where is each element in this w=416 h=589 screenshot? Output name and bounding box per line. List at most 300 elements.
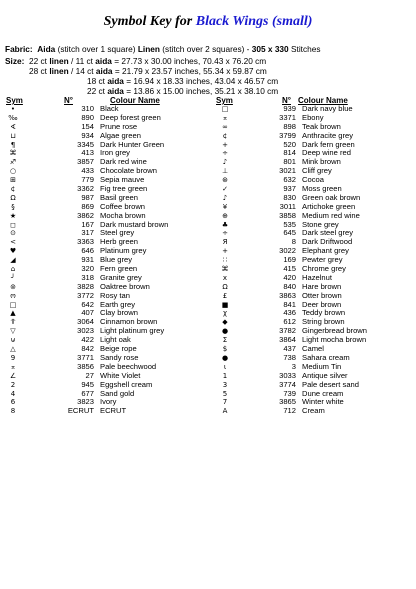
symbol-glyph: 7: [222, 398, 228, 407]
dmc-number: 3371: [279, 112, 296, 122]
dmc-number: 779: [81, 175, 94, 185]
symbol-glyph: ╯: [10, 273, 16, 282]
colour-row: [212, 398, 402, 407]
size-dims: = 27.73 x 30.00 inches, 70.43 x 76.20 cm: [114, 56, 267, 66]
size-label: Size:: [5, 56, 25, 66]
colour-row: [0, 132, 200, 141]
colour-name: Iron grey: [100, 149, 130, 158]
colour-row: [0, 398, 200, 407]
dmc-number: 632: [283, 175, 296, 185]
symbol-glyph: ♣: [221, 220, 229, 229]
symbol-glyph: □: [221, 105, 229, 113]
dmc-number: 318: [81, 272, 94, 282]
colour-row: [0, 256, 200, 265]
colour-row: [0, 149, 200, 158]
dmc-number: 801: [283, 157, 296, 167]
fabric-label: Fabric:: [5, 44, 33, 54]
colour-name: White Violet: [100, 371, 141, 380]
colour-name: Black: [100, 105, 119, 113]
dmc-number: 169: [283, 255, 296, 265]
symbol-glyph: ⊎: [10, 336, 16, 345]
dmc-number: 413: [81, 148, 94, 158]
colour-name: Medium Tin: [302, 362, 342, 371]
dmc-number: 3: [291, 361, 296, 371]
symbol-glyph: ∠: [9, 371, 17, 380]
colour-name: Pale desert sand: [302, 380, 359, 389]
size-fabric-aida: aida: [107, 86, 124, 96]
colour-name: Teddy brown: [302, 309, 346, 318]
dmc-number: 3862: [77, 210, 94, 220]
colour-row: [0, 283, 200, 292]
colour-row: [0, 354, 200, 363]
colour-name: Moss green: [302, 185, 342, 194]
symbol-glyph: Ω: [222, 282, 228, 291]
size-mid: / 14 ct: [71, 66, 94, 76]
colour-name: Fern green: [100, 265, 138, 274]
symbol-glyph: ¢: [10, 185, 16, 194]
dmc-number: 3863: [279, 290, 296, 300]
fabric-aida: Aida: [37, 44, 56, 54]
symbol-glyph: ♪: [222, 158, 228, 167]
colour-row: [212, 372, 402, 381]
colour-row: [212, 283, 402, 292]
size-pre: 28 ct: [29, 66, 47, 76]
dmc-number: 677: [81, 388, 94, 398]
symbol-glyph: ¶: [10, 140, 16, 149]
symbol-glyph: ♥: [9, 247, 17, 256]
size-dims: = 16.94 x 18.33 inches, 43.04 x 46.57 cm: [126, 76, 279, 86]
dmc-number: 320: [81, 264, 94, 274]
colour-name: Anthracite grey: [302, 131, 354, 140]
colour-name: Platinum grey: [100, 247, 147, 256]
dmc-number: 3857: [77, 157, 94, 167]
colour-row: [212, 194, 402, 203]
colour-name: Chocolate brown: [100, 167, 157, 176]
dmc-number: 407: [81, 308, 94, 318]
colour-row: [0, 158, 200, 167]
dmc-number: 8: [291, 237, 296, 247]
symbol-glyph: 8: [10, 407, 16, 416]
colour-name: Granite grey: [100, 273, 142, 282]
colour-row: [212, 229, 402, 238]
dmc-number: 642: [81, 299, 94, 309]
colour-row: [212, 123, 402, 132]
colour-name: Pale beechwood: [100, 362, 157, 371]
colour-row: [212, 167, 402, 176]
colour-row: [0, 381, 200, 390]
symbol-glyph: A: [222, 407, 228, 416]
dmc-number: 712: [283, 406, 296, 416]
symbol-glyph: ▽: [10, 327, 16, 336]
colour-name: Herb green: [100, 238, 138, 247]
colour-name: Algae green: [100, 131, 141, 140]
colour-name: Green oak brown: [302, 193, 361, 202]
colour-row: [0, 390, 200, 399]
colour-row: [212, 318, 402, 327]
colour-row: [212, 221, 402, 230]
symbol-glyph: ★: [9, 211, 17, 220]
symbol-glyph: Я: [222, 238, 228, 247]
colour-row: [212, 381, 402, 390]
symbol-glyph: ■: [221, 300, 229, 309]
colour-row: [0, 345, 200, 354]
dmc-number: 937: [283, 184, 296, 194]
colour-name: Steel grey: [100, 229, 135, 238]
page-title: [0, 14, 416, 30]
symbol-glyph: <: [10, 238, 16, 247]
dmc-number: 437: [283, 344, 296, 354]
dmc-number: 415: [283, 264, 296, 274]
symbol-glyph: 3: [222, 380, 228, 389]
colour-row: [212, 301, 402, 310]
colour-name: Sandy rose: [100, 353, 139, 362]
colour-row: [212, 265, 402, 274]
colour-row: [212, 345, 402, 354]
colour-name: Dark navy blue: [302, 105, 353, 113]
colour-name: Prune rose: [100, 122, 138, 131]
colour-row: [212, 256, 402, 265]
colour-row: [0, 221, 200, 230]
dmc-number: 3774: [279, 379, 296, 389]
dmc-number: 738: [283, 352, 296, 362]
dmc-number: 841: [283, 299, 296, 309]
colour-row: [212, 327, 402, 336]
colour-row: [0, 363, 200, 372]
dmc-number: 3021: [279, 166, 296, 176]
colour-name: Cocoa: [302, 176, 324, 185]
colour-name: Gingerbread brown: [302, 327, 368, 336]
colour-name: Light platinum grey: [100, 327, 165, 336]
symbol-glyph: ♐: [9, 158, 17, 167]
design-name: Black Wings (small): [195, 14, 313, 29]
colour-name: Dark Hunter Green: [100, 140, 165, 149]
symbol-glyph: 5: [222, 389, 228, 398]
dmc-number: 433: [81, 166, 94, 176]
colour-name: Dark red wine: [100, 158, 147, 167]
colour-name: Coffee brown: [100, 202, 146, 211]
colour-row: [212, 141, 402, 150]
dmc-number: 520: [283, 139, 296, 149]
symbol-glyph: ÷: [222, 229, 228, 238]
symbol-glyph: +: [222, 140, 228, 149]
colour-row: [0, 194, 200, 203]
colour-name: Antique silver: [302, 371, 348, 380]
colour-name: Sahara cream: [302, 353, 350, 362]
colour-row: [0, 238, 200, 247]
colour-name: Medium red wine: [302, 211, 360, 220]
size-line-2: [29, 66, 267, 76]
symbol-glyph: ⊔: [10, 131, 16, 140]
colour-name: Clay brown: [100, 309, 138, 318]
colour-row: [212, 149, 402, 158]
title-prefix: Symbol Key for: [103, 14, 196, 29]
dmc-number: 3823: [77, 397, 94, 407]
dmc-number: 3865: [279, 397, 296, 407]
colour-row: [0, 336, 200, 345]
colour-row: [0, 265, 200, 274]
size-dims: = 13.86 x 15.00 inches, 35.21 x 38.10 cm: [126, 86, 279, 96]
symbol-glyph: +: [222, 247, 228, 256]
dmc-number: 3828: [77, 281, 94, 291]
colour-row: [212, 158, 402, 167]
colour-name: Camel: [302, 345, 324, 354]
colour-name: Earth grey: [100, 300, 136, 309]
dmc-number: 167: [81, 219, 94, 229]
right-colour-list: [212, 105, 402, 416]
symbol-glyph: ⊛: [222, 176, 228, 185]
size-line-3: [87, 76, 278, 86]
symbol-glyph: ⌅: [222, 113, 228, 122]
fabric-aida-note: (stitch over 1 square): [57, 44, 136, 54]
dmc-number: 3864: [279, 335, 296, 345]
colour-name: Rosy tan: [100, 291, 130, 300]
dmc-number: ECRUT: [67, 406, 94, 416]
colour-name: Deep wine red: [302, 149, 351, 158]
dmc-number: 422: [81, 335, 94, 345]
size-fabric-linen: linen: [49, 66, 69, 76]
header-num-left: N°: [64, 96, 73, 105]
symbol-glyph: ÷: [222, 149, 228, 158]
symbol-glyph: ⌂: [10, 265, 16, 274]
dmc-number: 645: [283, 228, 296, 238]
symbol-glyph: ●: [221, 327, 229, 336]
size-mid: 18 ct: [87, 76, 105, 86]
colour-name: Dark Driftwood: [302, 238, 353, 247]
symbol-glyph: ⌘: [221, 265, 229, 274]
colour-row: [0, 105, 200, 114]
colour-row: [0, 212, 200, 221]
colour-name: Deep forest green: [100, 113, 161, 122]
colour-name: Mink brown: [302, 158, 341, 167]
colour-name: Dark steel grey: [302, 229, 354, 238]
dmc-number: 842: [81, 344, 94, 354]
colour-row: [0, 229, 200, 238]
symbol-glyph: ○: [9, 167, 17, 176]
symbol-glyph: ∞: [222, 122, 228, 131]
dmc-number: 987: [81, 192, 94, 202]
symbol-glyph: ¢: [222, 131, 228, 140]
colour-row: [212, 212, 402, 221]
symbol-glyph: $: [222, 345, 228, 354]
dmc-number: 317: [81, 228, 94, 238]
symbol-glyph: ⊙: [10, 229, 16, 238]
symbol-glyph: ⊥: [221, 167, 229, 176]
symbol-glyph: ო: [10, 291, 16, 300]
dmc-number: 814: [283, 148, 296, 158]
colour-name: Otter brown: [302, 291, 342, 300]
colour-row: [0, 318, 200, 327]
colour-row: [212, 238, 402, 247]
symbol-glyph: ✓: [222, 185, 228, 194]
colour-row: [212, 363, 402, 372]
colour-row: [0, 407, 200, 416]
size-mid: 22 ct: [87, 86, 105, 96]
colour-row: [212, 247, 402, 256]
dmc-number: 612: [283, 317, 296, 327]
colour-name: Sepia mauve: [100, 176, 145, 185]
colour-row: [212, 176, 402, 185]
colour-row: [212, 407, 402, 416]
dmc-number: 3799: [279, 130, 296, 140]
colour-name: Pewter grey: [302, 256, 343, 265]
colour-name: Cliff grey: [302, 167, 332, 176]
colour-name: Teak brown: [302, 122, 341, 131]
colour-row: [0, 292, 200, 301]
colour-name: Ebony: [302, 113, 324, 122]
dmc-number: 3858: [279, 210, 296, 220]
dmc-number: 3856: [77, 361, 94, 371]
symbol-glyph: Ω: [10, 193, 16, 202]
size-fabric-aida: aida: [95, 56, 112, 66]
colour-name: Ivory: [100, 398, 117, 407]
colour-name: Hazelnut: [302, 273, 332, 282]
header-colour-left: Colour Name: [110, 96, 160, 105]
colour-name: Dune cream: [302, 389, 344, 398]
dmc-number: 3033: [279, 370, 296, 380]
dmc-number: 898: [283, 121, 296, 131]
symbol-glyph: ∷: [222, 256, 228, 265]
header-colour-right: Colour Name: [298, 96, 348, 105]
symbol-glyph: x: [222, 273, 228, 282]
symbol-glyph: χ: [222, 309, 228, 318]
symbol-glyph: ⥣: [10, 318, 16, 327]
symbol-glyph: ♪: [222, 193, 228, 202]
colour-name: Eggshell cream: [100, 380, 153, 389]
dmc-number: 436: [283, 308, 296, 318]
colour-name: Dark mustard brown: [100, 220, 169, 229]
colour-name: Beige rope: [100, 345, 137, 354]
colour-name: Artichoke green: [302, 202, 356, 211]
colour-row: [212, 274, 402, 283]
symbol-glyph: ⊞: [10, 176, 16, 185]
symbol-glyph: §: [11, 202, 15, 211]
dmc-number: 931: [81, 255, 94, 265]
colour-row: [212, 185, 402, 194]
symbol-glyph: 1: [222, 371, 228, 380]
dmc-number: 3772: [77, 290, 94, 300]
colour-row: [212, 105, 402, 114]
colour-row: [212, 292, 402, 301]
colour-name: Deer brown: [302, 300, 342, 309]
symbol-glyph: 2: [10, 380, 16, 389]
fabric-linen: Linen: [137, 44, 160, 54]
size-fabric-linen: linen: [49, 56, 69, 66]
dmc-number: 945: [81, 379, 94, 389]
size-line-4: [87, 86, 278, 96]
colour-row: [212, 132, 402, 141]
colour-name: String brown: [302, 318, 345, 327]
colour-row: [0, 176, 200, 185]
size-line-1: [29, 56, 266, 66]
dmc-number: 3064: [77, 317, 94, 327]
symbol-glyph: ι: [223, 362, 227, 371]
colour-row: [0, 372, 200, 381]
colour-row: [212, 309, 402, 318]
stitch-count: 305 x 330: [251, 44, 289, 54]
colour-name: Blue grey: [100, 256, 133, 265]
symbol-glyph: ◻: [10, 220, 16, 229]
symbol-glyph: Σ: [222, 336, 228, 345]
colour-name: Fig tree green: [100, 185, 148, 194]
fabric-line: [5, 44, 321, 54]
dmc-number: 310: [81, 104, 94, 113]
symbol-glyph: ⊕: [222, 211, 228, 220]
colour-name: Mocha brown: [100, 211, 146, 220]
colour-row: [212, 114, 402, 123]
symbol-glyph: ⊚: [10, 282, 16, 291]
dmc-number: 934: [81, 130, 94, 140]
colour-name: Winter white: [302, 398, 344, 407]
dmc-number: 3023: [77, 326, 94, 336]
dmc-number: 646: [81, 246, 94, 256]
colour-name: Elephant grey: [302, 247, 349, 256]
size-dims: = 21.79 x 23.57 inches, 55.34 x 59.87 cm: [114, 66, 267, 76]
colour-name: Oaktree brown: [100, 282, 150, 291]
symbol-glyph: ‰: [8, 113, 18, 122]
dmc-number: 840: [283, 281, 296, 291]
colour-name: Hare brown: [302, 282, 342, 291]
colour-row: [0, 167, 200, 176]
dmc-number: 3771: [77, 352, 94, 362]
colour-name: Light oak: [100, 336, 131, 345]
dmc-number: 3782: [279, 326, 296, 336]
colour-name: ECRUT: [100, 407, 127, 416]
symbol-glyph: ▲: [10, 309, 16, 318]
dmc-number: 3011: [279, 201, 296, 211]
colour-row: [0, 141, 200, 150]
dmc-number: 3362: [77, 184, 94, 194]
left-colour-list: [0, 105, 200, 416]
dmc-number: 27: [85, 370, 94, 380]
size-fabric-aida: aida: [107, 76, 124, 86]
symbol-glyph: ⌘: [9, 149, 17, 158]
dmc-number: 3363: [77, 237, 94, 247]
dmc-number: 739: [283, 388, 296, 398]
size-fabric-aida: aida: [95, 66, 113, 76]
colour-name: Dark fern green: [302, 140, 355, 149]
symbol-glyph: 6: [10, 398, 16, 407]
dmc-number: 869: [81, 201, 94, 211]
colour-name: Cream: [302, 407, 325, 416]
dmc-number: 890: [81, 112, 94, 122]
symbol-glyph: ◆: [222, 318, 228, 327]
colour-name: Cinnamon brown: [100, 318, 158, 327]
dmc-number: 939: [283, 104, 296, 113]
colour-row: [0, 114, 200, 123]
colour-name: Sand gold: [100, 389, 135, 398]
colour-row: [212, 203, 402, 212]
dmc-number: 830: [283, 192, 296, 202]
header-num-right: N°: [282, 96, 291, 105]
colour-row: [0, 247, 200, 256]
colour-row: [0, 185, 200, 194]
symbol-glyph: 9: [10, 353, 16, 362]
symbol-glyph: ∢: [10, 122, 16, 131]
colour-row: [212, 336, 402, 345]
symbol-glyph: ⌅: [10, 362, 16, 371]
colour-name: Stone grey: [302, 220, 339, 229]
colour-row: [0, 274, 200, 283]
colour-row: [0, 203, 200, 212]
dmc-number: 535: [283, 219, 296, 229]
symbol-glyph: 4: [10, 389, 16, 398]
colour-row: [0, 123, 200, 132]
header-sym-left: Sym: [6, 96, 23, 105]
size-mid: / 11 ct: [71, 56, 93, 66]
symbol-glyph: ◢: [10, 256, 16, 265]
symbol-glyph: ¥: [222, 202, 228, 211]
symbol-glyph: •: [10, 105, 16, 113]
